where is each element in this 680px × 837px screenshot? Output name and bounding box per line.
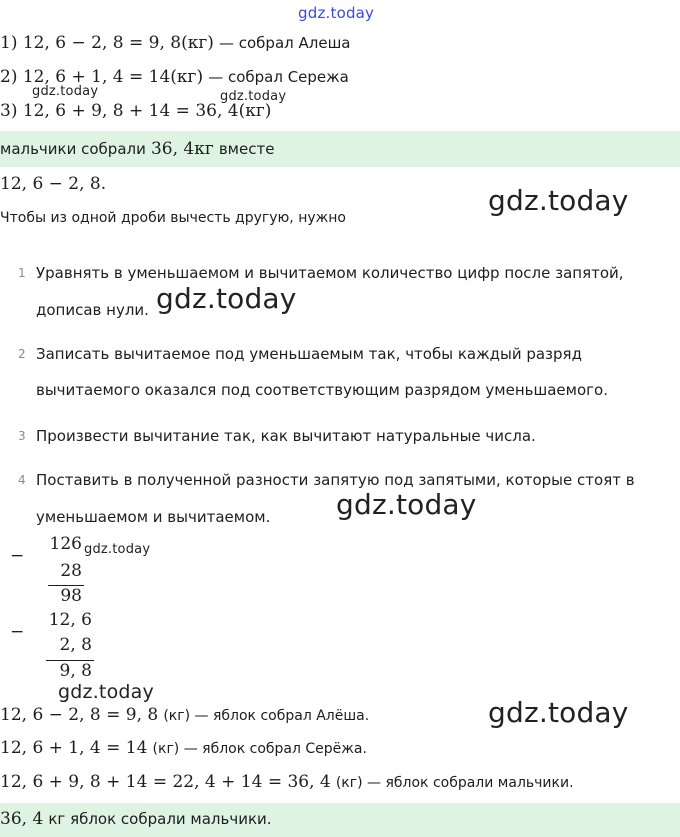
equation-1: 1) 12, 6 − 2, 8 = 9, 8(кг) [0, 33, 214, 53]
final-answer-text: кг яблок собрали мальчики. [48, 810, 272, 828]
watermark-small-3: gdz.today [84, 542, 151, 557]
intro-text: Чтобы из одной дроби вычесть другую, нужно [0, 210, 346, 226]
result-line-2 [0, 738, 367, 758]
watermark-main-2: gdz.today [156, 282, 297, 315]
result-3-text: (кг) — яблок собрали мальчики. [335, 775, 574, 791]
step-1-number: 1 [18, 266, 26, 280]
watermark-medium: gdz.today [58, 681, 154, 703]
watermark-small-1: gdz.today [32, 84, 99, 99]
answer-1-tail: вместе [218, 140, 275, 158]
expression: 12, 6 − 2, 8. [0, 174, 107, 194]
result-2-text: (кг) — яблок собрал Серёжа. [152, 741, 367, 757]
step-1-line-1: Уравнять в уменьшаемом и вычитаемом количество цифр после запятой, [36, 264, 624, 282]
watermark-main-4: gdz.today [488, 696, 629, 729]
column-2-minuend: 12, 6 [48, 610, 92, 630]
result-3-math: 12, 6 + 9, 8 + 14 = 22, 4 + 14 = 36, 4 [0, 772, 331, 792]
answer-line-1 [0, 139, 274, 159]
step-2-number: 2 [18, 347, 26, 361]
final-answer-line [0, 809, 272, 829]
answer-1-text: мальчики собрали [0, 140, 146, 158]
answer-1-value: 36, 4кг [150, 139, 214, 159]
column-1-minuend: 126 [49, 534, 82, 554]
step-4-line-2: уменьшаемом и вычитаемом. [36, 508, 271, 526]
final-answer-math: 36, 4 [0, 809, 44, 829]
column-1-difference: 98 [60, 586, 82, 606]
equation-line-3 [0, 101, 271, 121]
column-1-subtrahend: 28 [60, 561, 82, 581]
step-3-line-1: Произвести вычитание так, как вычитают натуральные числа. [36, 427, 536, 445]
column-2-subtrahend: 2, 8 [59, 635, 92, 655]
step-4-number: 4 [18, 473, 26, 487]
watermark-small-2: gdz.today [220, 89, 287, 104]
result-line-3 [0, 772, 574, 792]
step-3-number: 3 [18, 429, 26, 443]
equation-3: 3) 12, 6 + 9, 8 + 14 = 36, 4(кг) [0, 101, 272, 121]
equation-2-label: — собрал Сережа [208, 68, 349, 86]
step-2-line-1: Записать вычитаемое под уменьшаемым так, чтобы каждый разряд [36, 345, 582, 363]
step-1-line-2: дописав нули. [36, 301, 149, 319]
equation-line-1 [0, 33, 351, 53]
result-1-math: 12, 6 − 2, 8 = 9, 8 [0, 705, 159, 725]
step-2-line-2: вычитаемого оказался под соответствующим разрядом уменьшаемого. [36, 381, 608, 399]
column-2-difference: 9, 8 [59, 661, 92, 681]
result-1-text: (кг) — яблок собрал Алёша. [163, 708, 370, 724]
watermark-main-1: gdz.today [488, 184, 629, 217]
watermark-top: gdz.today [298, 4, 375, 22]
equation-1-label: — собрал Алеша [218, 34, 351, 52]
result-line-1 [0, 705, 369, 725]
column-1-sign: − [10, 546, 25, 566]
step-4-line-1: Поставить в полученной разности запятую под запятыми, которые стоят в [36, 471, 635, 489]
result-2-math: 12, 6 + 1, 4 = 14 [0, 738, 148, 758]
column-2-sign: − [10, 622, 25, 642]
watermark-main-3: gdz.today [336, 488, 477, 521]
equation-2: 2) 12, 6 + 1, 4 = 14(кг) [0, 67, 204, 87]
